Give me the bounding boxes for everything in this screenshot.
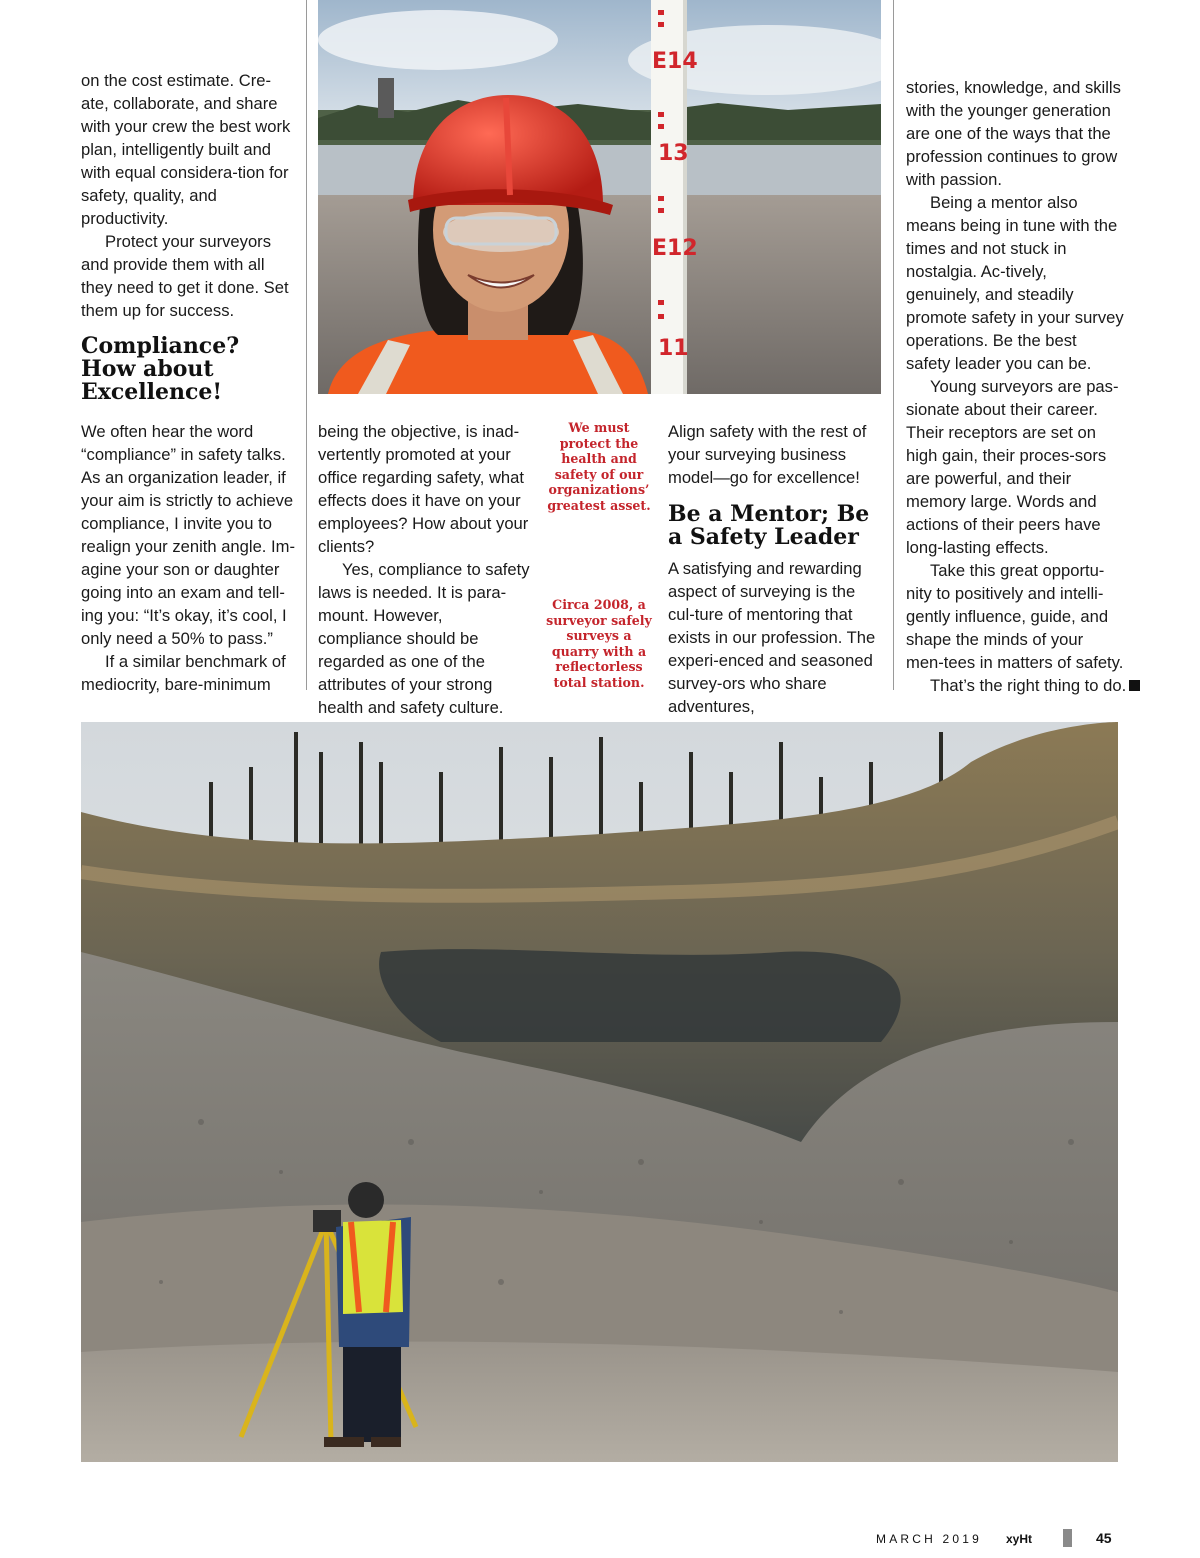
footer-bar-block (1063, 1529, 1072, 1547)
paragraph: Being a mentor also means being in tune with the times and not stuck in nostalgia. Ac-tively, genuinely, and steadily promote safety in your survey operations. Be the best safety leader you can be. (906, 193, 1124, 373)
section-heading-mentor: Be a Mentor; Be a Safety Leader (668, 501, 870, 550)
page-footer (876, 1532, 982, 1546)
pull-quote-caption: We must protect the health and safety of our organizations’ greatest asset. (547, 420, 651, 513)
paragraph: stories, knowledge, and skills with the younger generation are one of the ways that the profession continues to grow with passion. (906, 78, 1121, 189)
column-1-bottom (81, 420, 296, 696)
column-3 (668, 420, 882, 718)
footer-brand-block (1006, 1532, 1032, 1546)
footer-brand: xyHt (1006, 1532, 1033, 1546)
rod-label: 11 (658, 336, 689, 361)
paragraph: Yes, compliance to safety laws is needed. It is para-mount. However, compliance should be regarded as one of the attributes of your strong health and safety culture. (318, 560, 530, 717)
paragraph: being the objective, is inad-vertently promoted at your office regarding safety, what effects does it have on your employees? How about your clients? (318, 422, 529, 556)
paragraph-final (906, 674, 1127, 697)
footer-divider-icon (1063, 1529, 1072, 1547)
section-heading-compliance: Compliance? How about Excellence! (81, 333, 240, 405)
rod-label: 13 (658, 141, 689, 166)
photo-caption: Circa 2008, a surveyor safely surveys a quarry with a reflectorless total station. (546, 597, 652, 690)
portrait-illustration (318, 0, 881, 394)
column-rule-right (893, 0, 894, 690)
page-number: 45 (1096, 1530, 1112, 1546)
column-1-top (81, 69, 296, 322)
photo-quarry-survey (81, 722, 1118, 1462)
paragraph: Protect your surveyors and provide them with all they need to get it done. Set them up for success. (81, 232, 289, 320)
paragraph: We often hear the word “compliance” in safety talks. As an organization leader, if your aim is strictly to achieve compliance, I invite you to realign your zenith angle. Im-agine your son or daughter going into an exam and tell-ing you: “It’s okay, it’s cool, I only need a 50% to pass.” (81, 422, 295, 648)
column-2 (318, 420, 530, 719)
rod-label: E12 (652, 236, 698, 261)
column-rule-left (306, 0, 307, 690)
paragraph: If a similar benchmark of mediocrity, bare-minimum (81, 652, 286, 694)
paragraph: on the cost estimate. Cre-ate, collaborate, and share with your crew the best work plan, intelligently built and with equal considera-tion for safety, quality, and productivity. (81, 71, 291, 228)
column-4 (906, 76, 1127, 697)
photo-surveyor-portrait (318, 0, 881, 394)
end-mark-icon (1129, 680, 1140, 691)
paragraph: A satisfying and rewarding aspect of surveying is the cul-ture of mentoring that exists in our profession. The experi-enced and seasoned survey-ors who share adventures, (668, 559, 876, 716)
heading-compliance-block (81, 335, 296, 404)
paragraph: Young surveyors are pas-sionate about their career. Their receptors are set on high gain, their proces-sors are powerful, and their memory large. Words and actions of their peers have long-lasting effects. (906, 377, 1119, 557)
rod-label: E14 (652, 49, 698, 74)
paragraph: Take this great opportu-nity to positively and intelli-gently influence, guide, and shape the minds of your men-tees in matters of safety. (906, 561, 1124, 672)
footer-page-block (1096, 1530, 1112, 1546)
quarry-illustration (81, 722, 1118, 1462)
paragraph: Align safety with the rest of your surveying business model—go for excellence! (668, 422, 867, 487)
footer-date: MARCH 2019 (876, 1532, 983, 1546)
closing-text: That’s the right thing to do. (930, 676, 1127, 695)
